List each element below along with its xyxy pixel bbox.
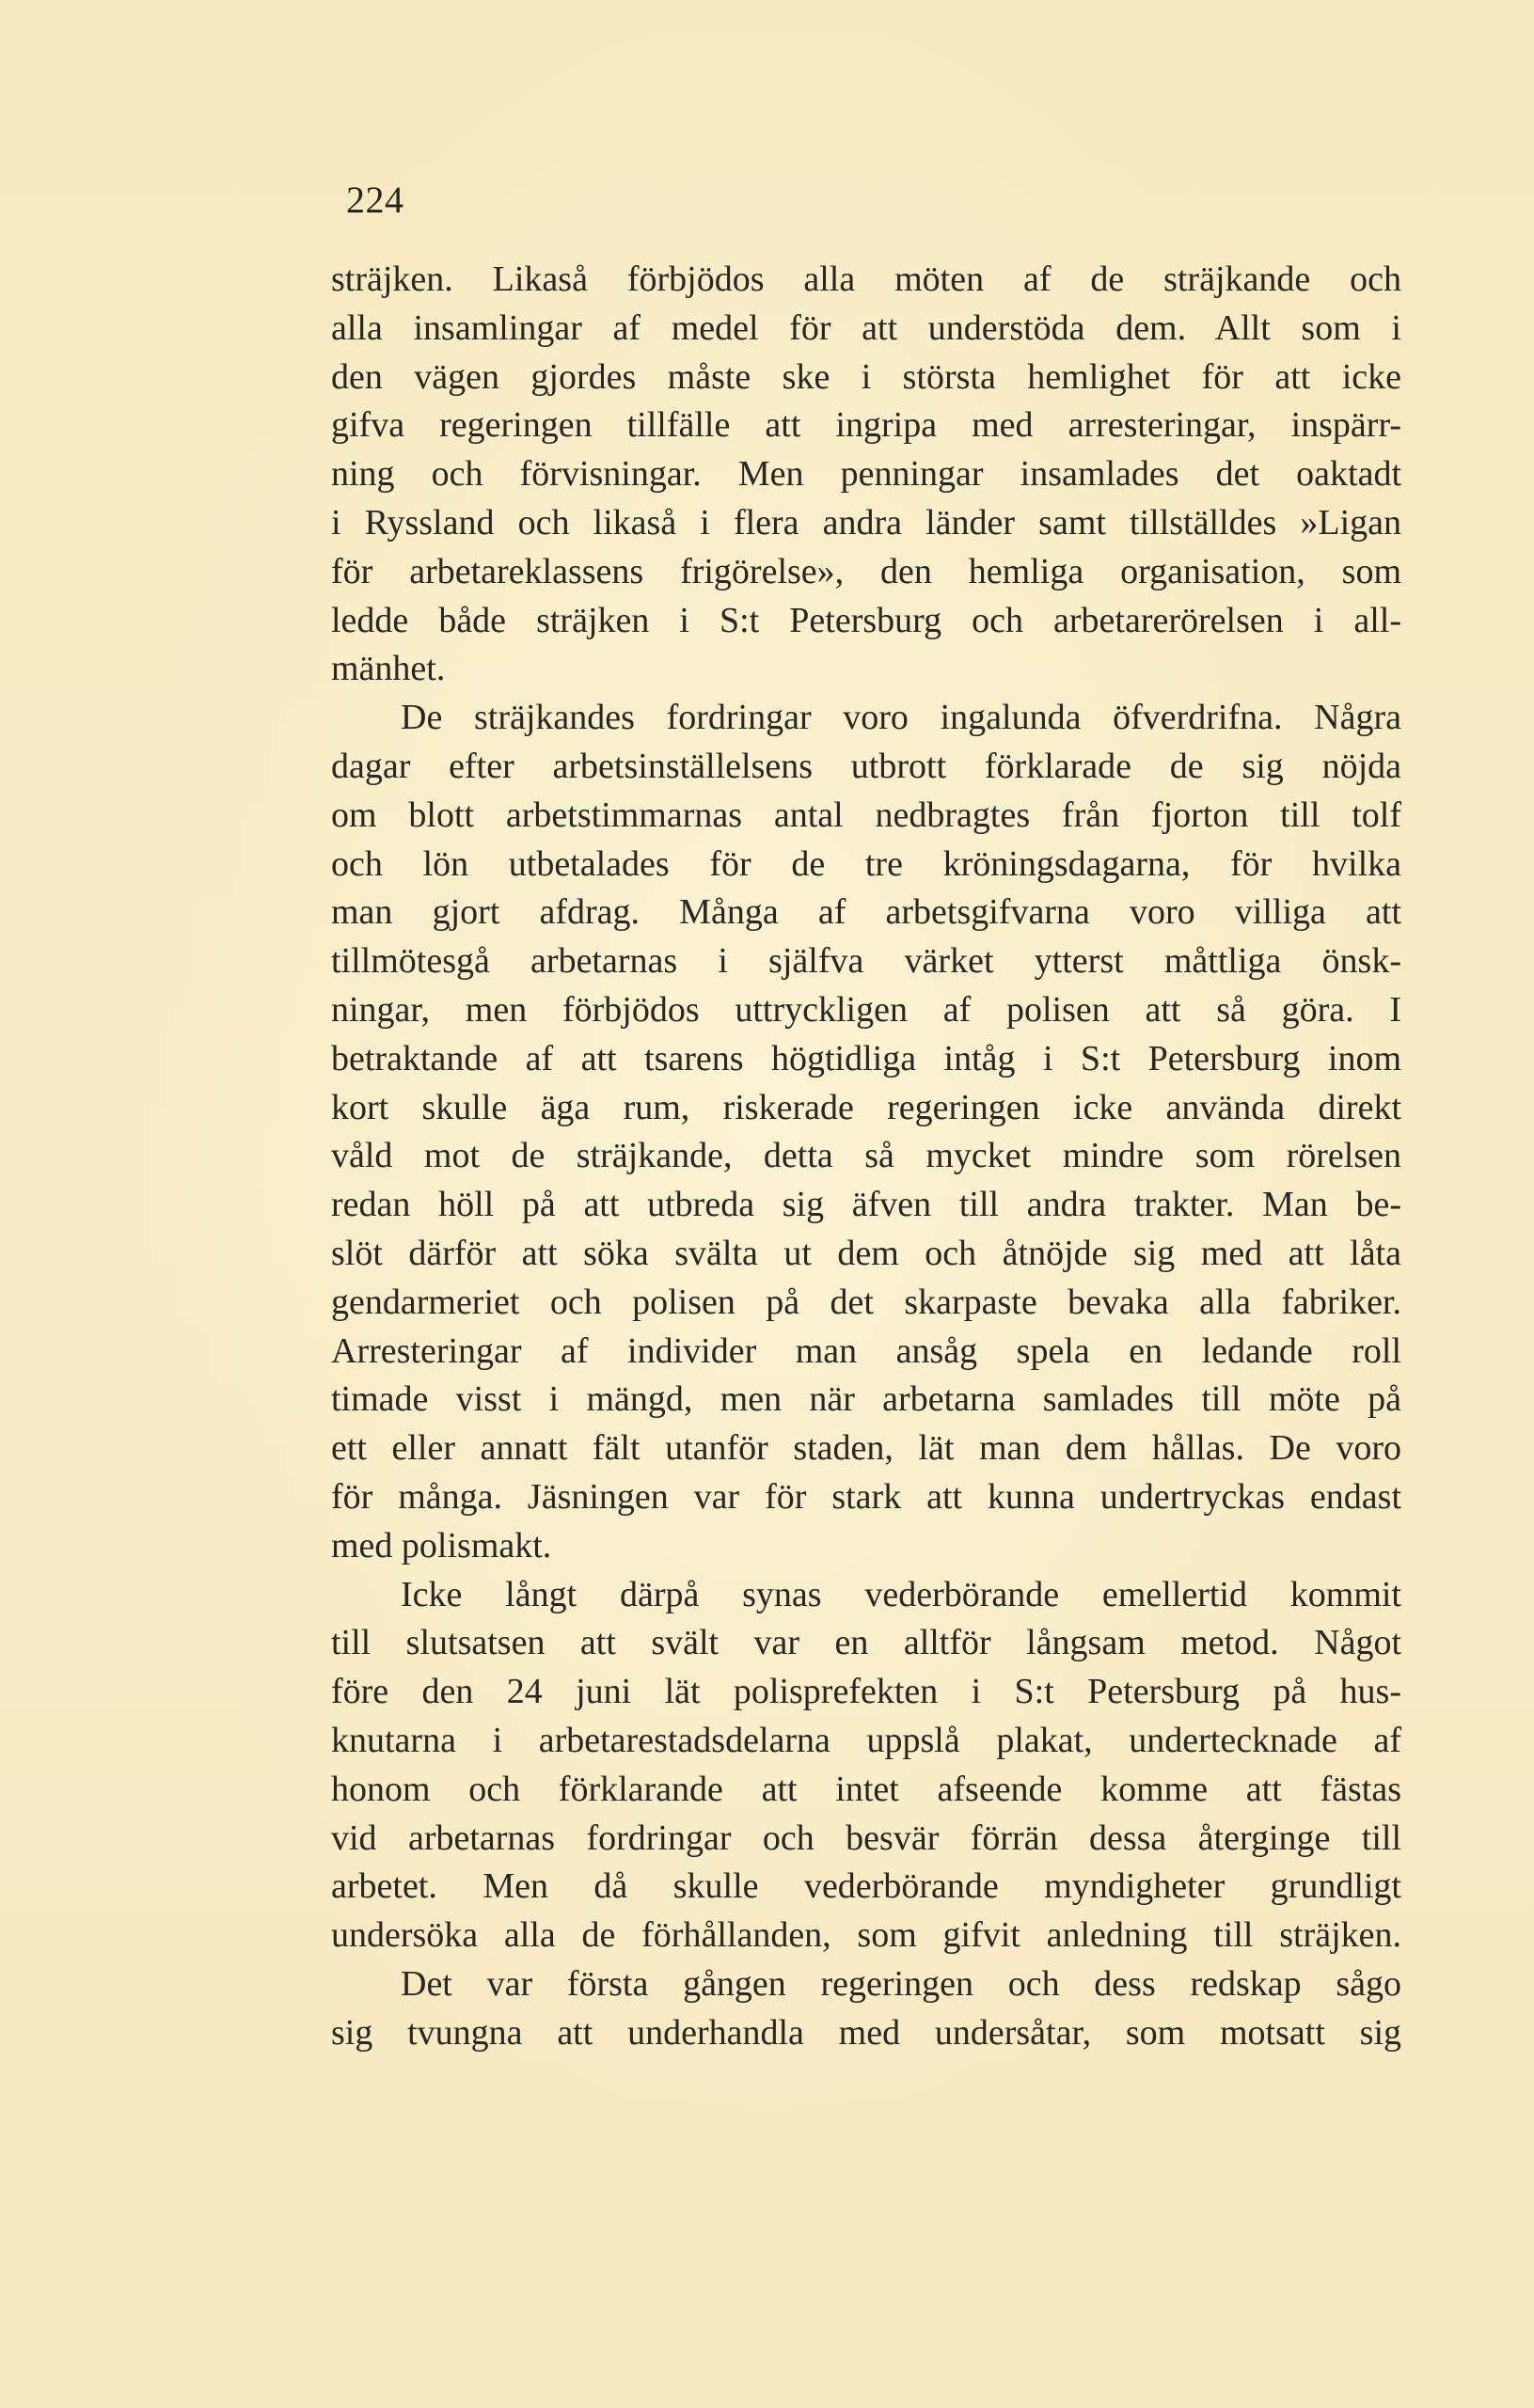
text-line: gifva regeringen tillfälle att ingripa med arresteringar, inspärr- bbox=[331, 405, 1401, 446]
text-line: och lön utbetalades för de tre kröningsdagarna, för hvilka bbox=[331, 843, 1401, 884]
body-text bbox=[331, 256, 1401, 2057]
text-line: sträjken. Likaså förbjödos alla möten af de sträjkande och bbox=[331, 260, 1401, 299]
text-line: före den 24 juni lät polisprefekten i S:t Petersburg på hus- bbox=[331, 1672, 1401, 1712]
text-line: Det var första gången regeringen och dess redskap sågo bbox=[401, 1963, 1401, 2004]
text-line: timade visst i mängd, men när arbetarna samlades till möte på bbox=[331, 1379, 1401, 1420]
text-line: gendarmeriet och polisen på det skarpaste bevaka alla fabriker. bbox=[331, 1282, 1401, 1322]
text-line: ningar, men förbjödos uttryckligen af polisen att så göra. I bbox=[331, 989, 1401, 1030]
text-line: sig tvungna att underhandla med undersåtar, som motsatt sig bbox=[331, 2012, 1401, 2053]
text-line: med polismakt. bbox=[331, 1525, 552, 1566]
page-number: 224 bbox=[346, 179, 404, 221]
text-line: slöt därför att söka svälta ut dem och åtnöjde sig med att låta bbox=[331, 1233, 1401, 1273]
text-line: ning och förvisningar. Men penningar insamlades det oaktadt bbox=[331, 454, 1401, 495]
text-line: dagar efter arbetsinställelsens utbrott förklarade de sig nöjda bbox=[331, 746, 1401, 786]
text-line: om blott arbetstimmarnas antal nedbragtes från fjorton till tolf bbox=[331, 795, 1401, 835]
text-line: mänhet. bbox=[331, 649, 446, 689]
text-line: alla insamlingar af medel för att understöda dem. Allt som i bbox=[331, 307, 1401, 348]
text-line: för många. Jäsningen var för stark att kunna undertryckas endast bbox=[331, 1476, 1401, 1517]
text-line: arbetet. Men då skulle vederbörande myndigheter grundligt bbox=[331, 1866, 1401, 1907]
text-line: i Ryssland och likaså i flera andra länder samt tillställdes »Ligan bbox=[331, 502, 1401, 543]
text-line: man gjort afdrag. Många af arbetsgifvarna voro villiga att bbox=[331, 892, 1401, 933]
text-line: den vägen gjordes måste ske i största hemlighet för att icke bbox=[331, 356, 1401, 397]
text-line: våld mot de sträjkande, detta så mycket mindre som rörelsen bbox=[331, 1136, 1401, 1176]
text-line: ett eller annatt fält utanför staden, lät man dem hållas. De voro bbox=[331, 1428, 1401, 1469]
text-line: för arbetareklassens frigörelse», den hemliga organisation, som bbox=[331, 551, 1401, 591]
text-line: tillmötesgå arbetarnas i själfva värket ytterst måttliga önsk- bbox=[331, 941, 1401, 982]
text-line: redan höll på att utbreda sig äfven till andra trakter. Man be- bbox=[331, 1185, 1401, 1225]
text-line: ledde både sträjken i S:t Petersburg och arbetarerörelsen i all- bbox=[331, 600, 1401, 640]
text-line: vid arbetarnas fordringar och besvär förrän dessa återginge till bbox=[331, 1818, 1401, 1858]
text-line: Icke långt därpå synas vederbörande emellertid kommit bbox=[401, 1574, 1401, 1614]
text-line: betraktande af att tsarens högtidliga intåg i S:t Petersburg inom bbox=[331, 1038, 1401, 1078]
text-line: till slutsatsen att svält var en alltför långsam metod. Något bbox=[331, 1623, 1401, 1663]
text-line: kort skulle äga rum, riskerade regeringen icke använda direkt bbox=[331, 1087, 1401, 1127]
text-line: knutarna i arbetarestadsdelarna uppslå plakat, undertecknade af bbox=[331, 1720, 1401, 1760]
text-line: De sträjkandes fordringar voro ingalunda öfverdrifna. Några bbox=[401, 698, 1401, 738]
text-line: undersöka alla de förhållanden, som gifvit anledning till sträjken. bbox=[331, 1915, 1401, 1956]
text-line: honom och förklarande att intet afseende komme att fästas bbox=[331, 1769, 1401, 1809]
text-line: Arresteringar af individer man ansåg spela en ledande roll bbox=[331, 1330, 1401, 1371]
